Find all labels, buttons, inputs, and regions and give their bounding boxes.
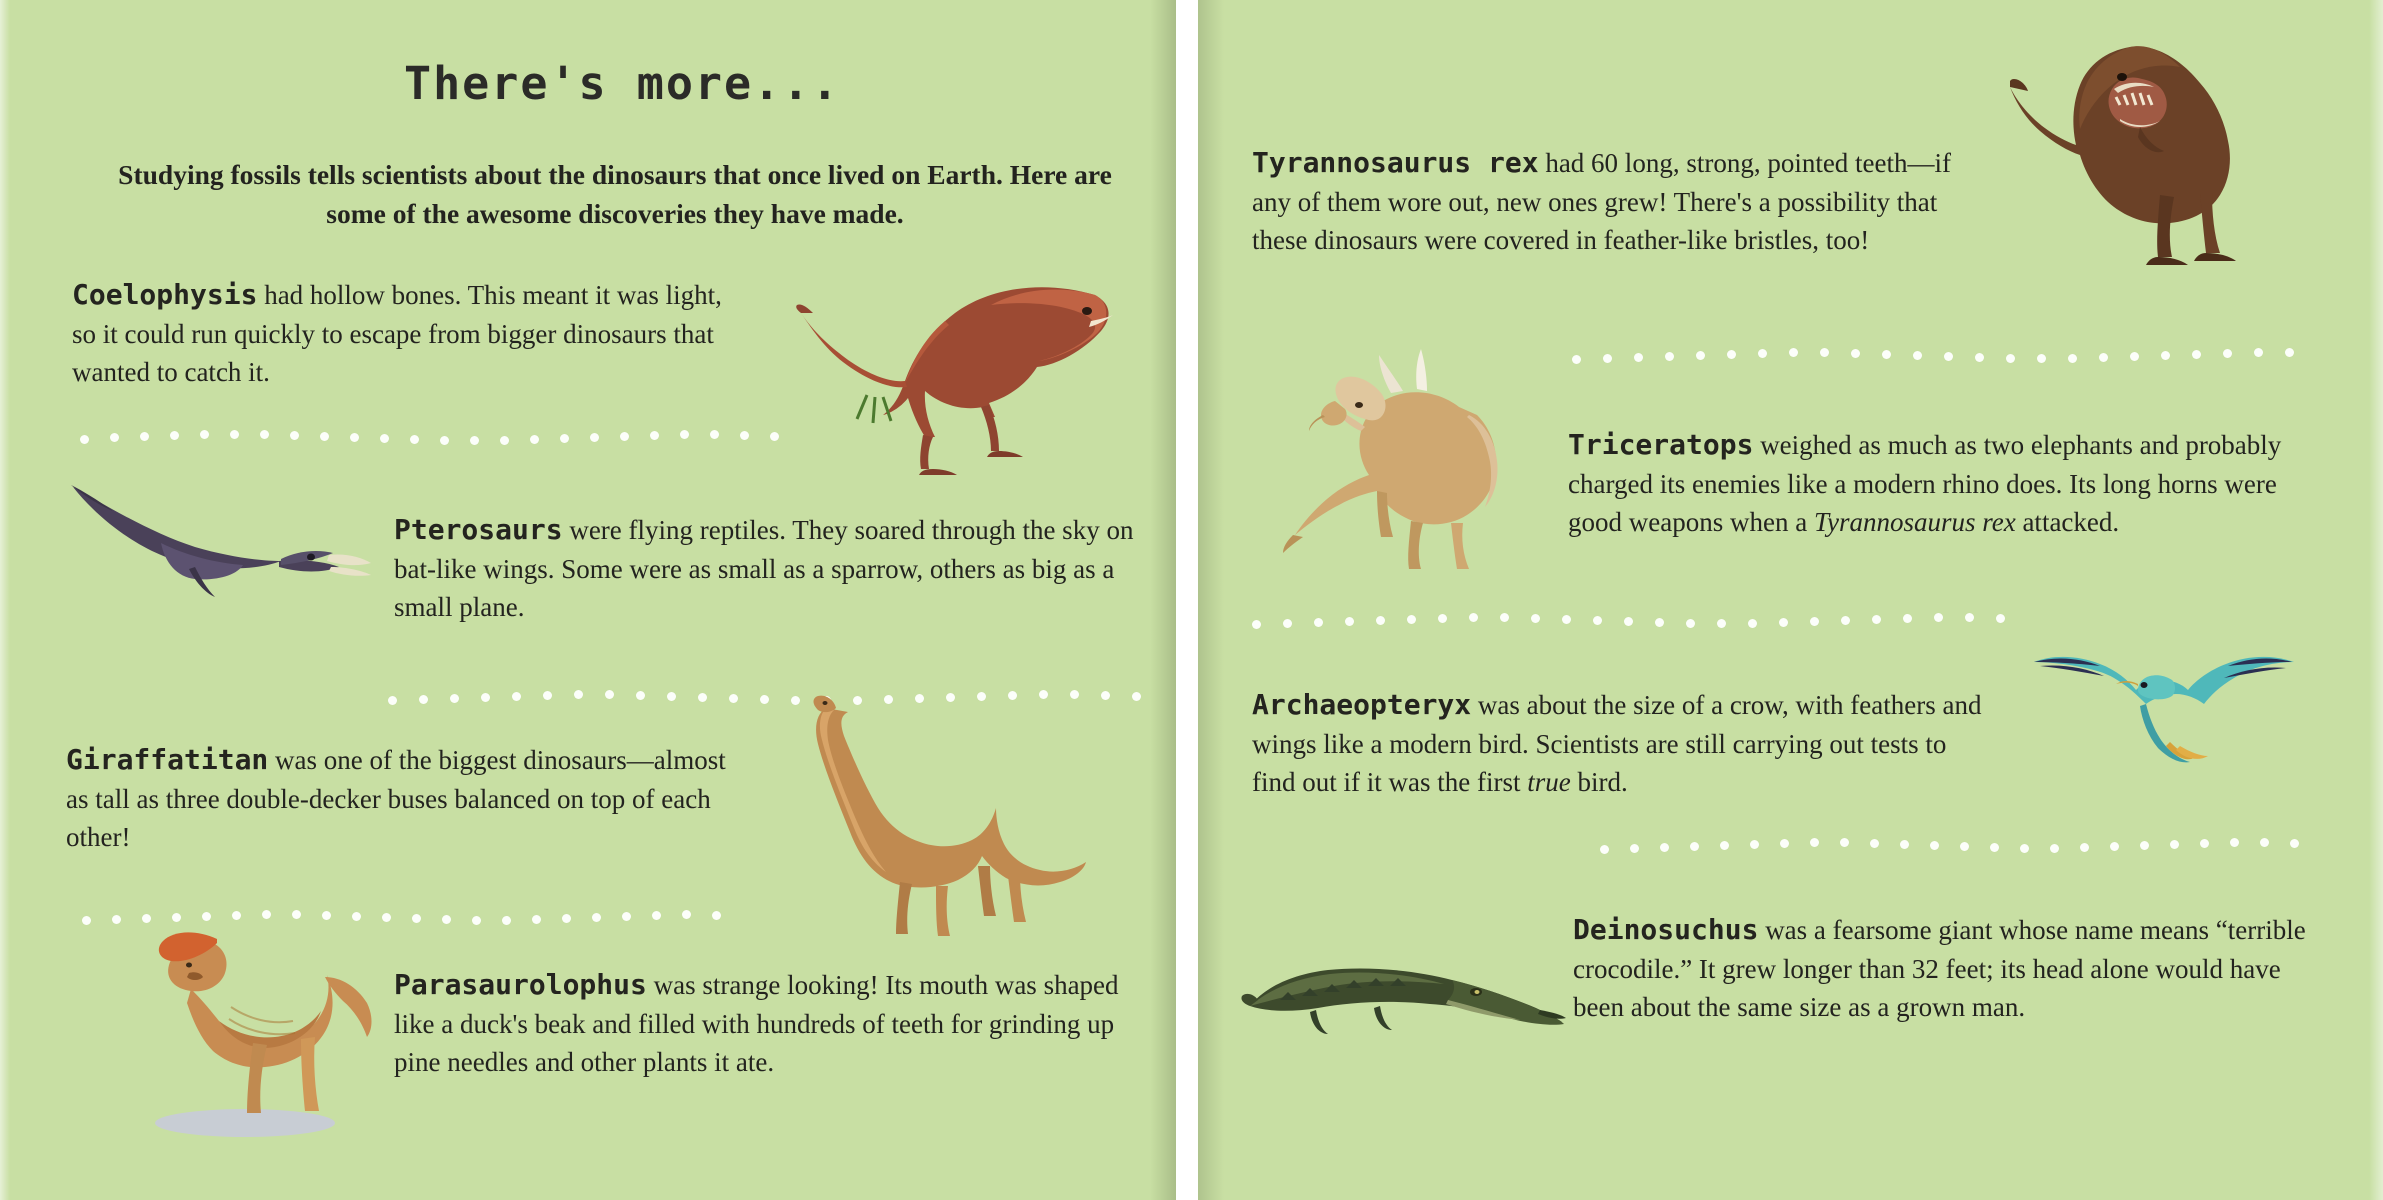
- deinosuchus-illustration: [1240, 940, 1570, 1070]
- entry-name-archaeopteryx: Archaeopteryx: [1252, 688, 1472, 721]
- left-page-edge-highlight: [0, 0, 10, 1200]
- entry-text-triceratops-after: attacked.: [2015, 507, 2120, 538]
- entry-text-coelophysis: had hollow bones. This meant it was light, so it could run quickly to escape from bigger dinosaurs that wanted to catch it.: [72, 280, 722, 388]
- triceratops-illustration: [1245, 345, 1585, 575]
- intro-paragraph: Studying fossils tells scientists about the dinosaurs that once lived on Earth. Here are some of the awesome discoveries they have made.: [118, 159, 1112, 230]
- entry-text-triceratops-before: weighed as much as two elephants and probably charged its enemies like a modern rhino does. Its long horns were good weapons when a: [1568, 430, 2282, 538]
- entry-name-triceratops: Triceratops: [1568, 428, 1754, 461]
- book-gutter: [1176, 0, 1198, 1200]
- entry-name-coelophysis: Coelophysis: [72, 278, 258, 311]
- entry-text-archaeopteryx-after: bird.: [1570, 767, 1628, 798]
- entry-archaeopteryx: [1252, 685, 1992, 801]
- pterosaur-illustration: [65, 475, 375, 625]
- entry-text-giraffatitan: was one of the biggest dinosaurs—almost as tall as three double-decker buses balanced on top of each other!: [66, 745, 726, 853]
- right-page-edge-highlight: [2369, 0, 2383, 1200]
- gutter-shadow-right: [1198, 0, 1224, 1200]
- divider-1: [80, 430, 800, 440]
- page-title: There's more...: [404, 57, 841, 110]
- entry-name-parasaurolophus: Parasaurolophus: [394, 968, 647, 1001]
- giraffatitan-illustration: [730, 690, 1090, 950]
- entry-text-parasaurolophus: was strange looking! Its mouth was shaped like a duck's beak and filled with hundreds of teeth for grinding up pine needles and other plants it ate.: [394, 970, 1119, 1078]
- divider-4: [1572, 348, 2312, 358]
- entry-name-tyrannosaurus-rex: Tyrannosaurus rex: [1252, 146, 1539, 179]
- parasaurolophus-illustration: [125, 925, 385, 1140]
- entry-text-triceratops-italic: Tyrannosaurus rex: [1813, 507, 2016, 538]
- entry-text-archaeopteryx-before: was about the size of a crow, with feathers and wings like a modern bird. Scientists are still carrying out tests to find out if it was the first: [1252, 690, 1982, 798]
- entry-text-deinosuchus: was a fearsome giant whose name means “terrible crocodile.” It grew longer than 32 feet; its head alone would have been about the same size as a grown man.: [1573, 915, 2306, 1023]
- entry-text-tyrannosaurus-rex: had 60 long, strong, pointed teeth—if any of them wore out, new ones grew! There's a possibility that these dinosaurs were covered in feather-like bristles, too!: [1252, 148, 1952, 256]
- entry-name-pterosaurs: Pterosaurs: [394, 513, 563, 546]
- divider-5: [1252, 613, 2012, 623]
- entry-giraffatitan: [66, 740, 726, 856]
- entry-parasaurolophus: [394, 965, 1154, 1081]
- entry-text-archaeopteryx-italic: true: [1527, 767, 1571, 798]
- entry-text-pterosaurs: were flying reptiles. They soared through the sky on bat-like wings. Some were as small as a sparrow, others as big as a small plane.: [394, 515, 1134, 623]
- divider-6: [1600, 838, 2320, 848]
- tyrannosaurus-rex-illustration: [2010, 35, 2280, 285]
- archaeopteryx-illustration: [2020, 640, 2310, 810]
- entry-triceratops: [1568, 425, 2328, 541]
- entry-name-giraffatitan: Giraffatitan: [66, 743, 269, 776]
- entry-name-deinosuchus: Deinosuchus: [1573, 913, 1759, 946]
- divider-3: [82, 910, 742, 920]
- entry-tyrannosaurus-rex: [1252, 143, 1952, 259]
- coelophysis-illustration: [795, 255, 1135, 475]
- entry-pterosaurs: [394, 510, 1134, 626]
- entry-coelophysis: [72, 275, 752, 391]
- entry-deinosuchus: [1573, 910, 2333, 1026]
